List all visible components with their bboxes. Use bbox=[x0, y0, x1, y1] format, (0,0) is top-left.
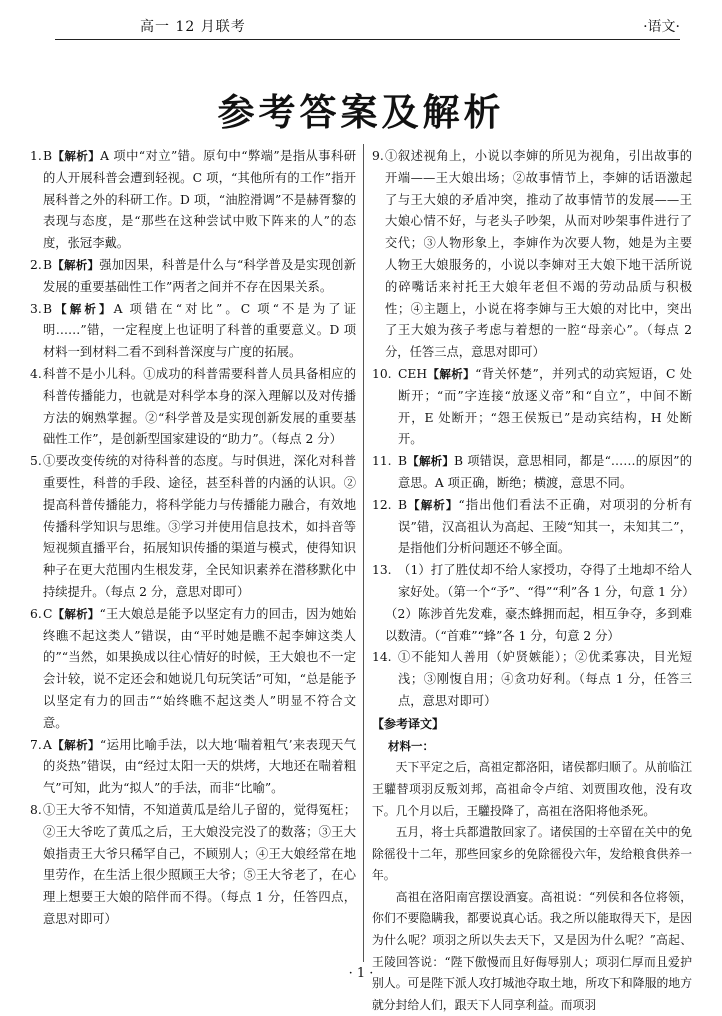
answer-item bbox=[30, 604, 356, 735]
answer-item bbox=[372, 647, 692, 712]
answer-item bbox=[30, 451, 356, 604]
left-column bbox=[30, 146, 356, 931]
analysis-tag: 【解析】 bbox=[51, 737, 100, 752]
answer-number: 11. bbox=[372, 454, 392, 469]
analysis-tag: 【解析】 bbox=[407, 497, 459, 512]
answer-text: 科普不是小儿科。①成功的科普需要科普人员具备相应的科普传播能力，也就是对科学本身的深入理解以及对传播方法的娴熟掌握。②“科学普及是实现创新发展的重要基础性工作”，是创新型国家建设的“助力”。（每点 2 分） bbox=[43, 366, 356, 447]
answer-number: 13. bbox=[372, 563, 392, 578]
answer-number: 1. bbox=[30, 149, 42, 163]
answer-key: B bbox=[398, 497, 408, 512]
answer-key: CEH bbox=[398, 366, 428, 381]
answer-key: B bbox=[43, 257, 53, 272]
answer-text: ①叙述视角上，小说以李婶的所见为视角，引出故事的开端——王大娘出场；②故事情节上，李婶的话语激起了与王大娘的矛盾冲突，推动了故事情节的发展——王大娘心情不好，与老头子吵架，从而对吵架事件进行了交代；③人物形象上，李婶作为次要人物，她是为主要人物王大娘服务的，小说以李婶对王大娘下地干活所说的碎嘴话来衬托王大娘年老但不竭的劳动品质与积极性；④主题上，小说在将李婶与王大娘的对比中，突出了王大娘为孩子考虑与着想的一腔“母亲心”。（每点 2 分，任答三点，意思对即可） bbox=[385, 149, 692, 360]
analysis-tag: 【解析】 bbox=[427, 366, 476, 381]
translation-paragraph: 高祖在洛阳南宫摆设酒宴。高祖说：“列侯和各位将领，你们不要隐瞒我，都要说真心话。我之所以能取得天下，是因为什么呢？项羽之所以失去天下，又是因为什么呢？”高起、王陵回答说：“陛下傲慢而且好侮辱别人；项羽仁厚而且爱护别人。可是陛下派人攻打城池夺取土地，所攻下和降服的地方就分封给人们，跟天下人同享利益。而项羽 bbox=[372, 889, 692, 1012]
answer-number: 2. bbox=[30, 257, 42, 272]
analysis-tag: 【解析】 bbox=[52, 301, 114, 316]
reference-translation-heading: 【参考译文】 bbox=[372, 716, 445, 731]
answer-text: “指出他们看法不正确，对项羽的分析有误”错，汉高祖认为高起、王陵“知其一，未知其二”，是指他们分析问题还不够全面。 bbox=[398, 497, 692, 556]
analysis-tag: 【解析】 bbox=[52, 257, 100, 272]
answer-number: 10. bbox=[372, 366, 392, 381]
answer-key: B bbox=[43, 149, 53, 163]
answer-item bbox=[30, 299, 356, 364]
answer-text: ①王大爷不知情，不知道黄瓜是给儿子留的，觉得冤枉；②王大爷吃了黄瓜之后，王大娘没完没了的数落；③王大娘指责王大爷只稀罕自己，不顾别人；④王大娘经常在地里劳作，在生活上很少照顾王大爷；⑤王大爷老了，在心理上想要王大娘的陪伴而不得。（每点 1 分，任答四点，意思对即可） bbox=[43, 802, 356, 926]
answer-text: （1）打了胜仗却不给人家授功，夺得了土地却不给人家好处。（第一个“予”、“得”“利”各 1 分，句意 1 分） bbox=[398, 563, 695, 599]
translation-paragraph: 天下平定之后，高祖定都洛阳，诸侯都归顺了。从前临江王驩替项羽反叛刘邦，高祖命令卢绾、刘贾围攻他，没有攻下。几个月以后，王驩投降了，高祖在洛阳将他杀死。 bbox=[372, 760, 692, 818]
answer-number: 9. bbox=[372, 149, 384, 163]
page-number: · 1 · bbox=[348, 966, 374, 981]
answer-text: A 项中“对立”错。原句中“弊端”是指从事科研的人开展科普会遭到轻视。C 项，“其他所有的工作”指开展科普之外的科研工作。D 项，“油腔滑调”不是赫胥黎的表现与态度，是“那些在这种尝试中败下阵来的人”的态度，张冠李戴。 bbox=[43, 149, 356, 251]
answer-text: B 项错误，意思相同，都是“……的原因”的意思。A 项正确，断绝；横渡，意思不同。 bbox=[398, 454, 692, 490]
answer-key: C bbox=[43, 606, 53, 621]
subject-label: ·语文· bbox=[643, 19, 680, 35]
answer-number: 3. bbox=[30, 301, 42, 316]
answer-text: ①不能知人善用（妒贤嫉能）；②优柔寡决，目光短浅；③刚愎自用；④贪功好利。（每点 1 分，任答三点，意思对即可） bbox=[398, 650, 692, 708]
answer-number: 4. bbox=[30, 366, 42, 381]
answer-text: ①要改变传统的对待科普的态度。与时俱进，深化对科普重要性，科普的手段、途径，甚至科普的内涵的认识。②提高科普传播能力，将科学能力与传播能力融合，有效地传播科学知识与思维。③学习并使用信息技术，如抖音等短视频直播平台，拓展知识传播的渠道与模式，使得知识种子在更大范围内生根发芽，全民知识素养在潜移默化中持续提升。（每点 2 分，意思对即可） bbox=[43, 454, 356, 599]
answer-key: B bbox=[398, 454, 408, 469]
answer-item bbox=[30, 800, 356, 931]
answer-text: A 项错在“对比”。C 项“不是为了证明……”错，一定程度上也证明了科普的重要意义。D 项材料一到材料二看不到科普深度与广度的拓展。 bbox=[43, 301, 356, 360]
page-title: 参考答案及解析 bbox=[217, 91, 505, 134]
answer-item bbox=[372, 364, 692, 451]
analysis-tag: 【解析】 bbox=[52, 606, 100, 621]
material-one-label: 材料一： bbox=[388, 738, 434, 753]
column-divider bbox=[363, 144, 364, 962]
right-column bbox=[372, 146, 695, 1016]
answer-number: 8. bbox=[30, 802, 42, 817]
answer-number: 7. bbox=[30, 737, 42, 752]
answer-item bbox=[372, 560, 695, 604]
page-header bbox=[55, 0, 680, 42]
right-answer-list bbox=[372, 146, 695, 713]
answer-item bbox=[372, 495, 692, 560]
answer-number: 12. bbox=[372, 497, 392, 512]
answer-item bbox=[372, 604, 692, 648]
answer-number: 14. bbox=[372, 650, 392, 665]
answer-item bbox=[372, 451, 692, 495]
answer-item bbox=[30, 735, 356, 800]
answer-item bbox=[30, 255, 356, 299]
answer-item bbox=[30, 146, 356, 255]
translation-paragraph: 五月，将士兵都遣散回家了。诸侯国的士卒留在关中的免除徭役十二年，那些回家乡的免除徭役六年，发给粮食供养一年。 bbox=[372, 825, 692, 883]
answer-item bbox=[30, 364, 356, 451]
answer-number: 6. bbox=[30, 606, 42, 621]
answer-text: （2）陈涉首先发难，豪杰蜂拥而起，相互争夺，多到难以数清。（“首难”“蜂”各 1 分，句意 2 分） bbox=[385, 606, 692, 643]
answer-key: B bbox=[43, 301, 53, 316]
analysis-tag: 【解析】 bbox=[407, 454, 455, 469]
answer-key: A bbox=[43, 737, 52, 752]
header-rule bbox=[55, 39, 680, 40]
answer-text: “背关怀楚”，并列式的动宾短语，C 处断开；“而”字连接“放逐义帝”和“自立”，中间不断开，E 处断开；“怨王侯叛已”是动宾结构，H 处断开。 bbox=[398, 366, 692, 447]
answer-text: 强加因果，科普是什么与“科学普及是实现创新发展的重要基础性工作”两者之间并不存在因果关系。 bbox=[43, 257, 357, 294]
answer-number: 5. bbox=[30, 454, 42, 469]
answer-text: “运用比喻手法，以大地‘喘着粗气’来表现天气的炎热”错误，由“经过太阳一天的烘烤，大地还在喘着粗气”可知，此为“拟人”的手法，而非“比喻”。 bbox=[43, 737, 357, 796]
answer-text: “王大娘总是能予以坚定有力的回击，因为她始终瞧不起这类人”错误，由“平时她是瞧不起李婶这类人的”“当然，如果换成以往心情好的时候，王大娘也不一定会计较，说不定还会和她说几句玩笑话”可知，“总是能予以坚定有力的回击”“始终瞧不起这类人”明显不符合文意。 bbox=[43, 606, 356, 730]
exam-name: 高一 12 月联考 bbox=[140, 19, 246, 35]
analysis-tag: 【解析】 bbox=[52, 149, 101, 163]
answer-item bbox=[372, 146, 692, 364]
